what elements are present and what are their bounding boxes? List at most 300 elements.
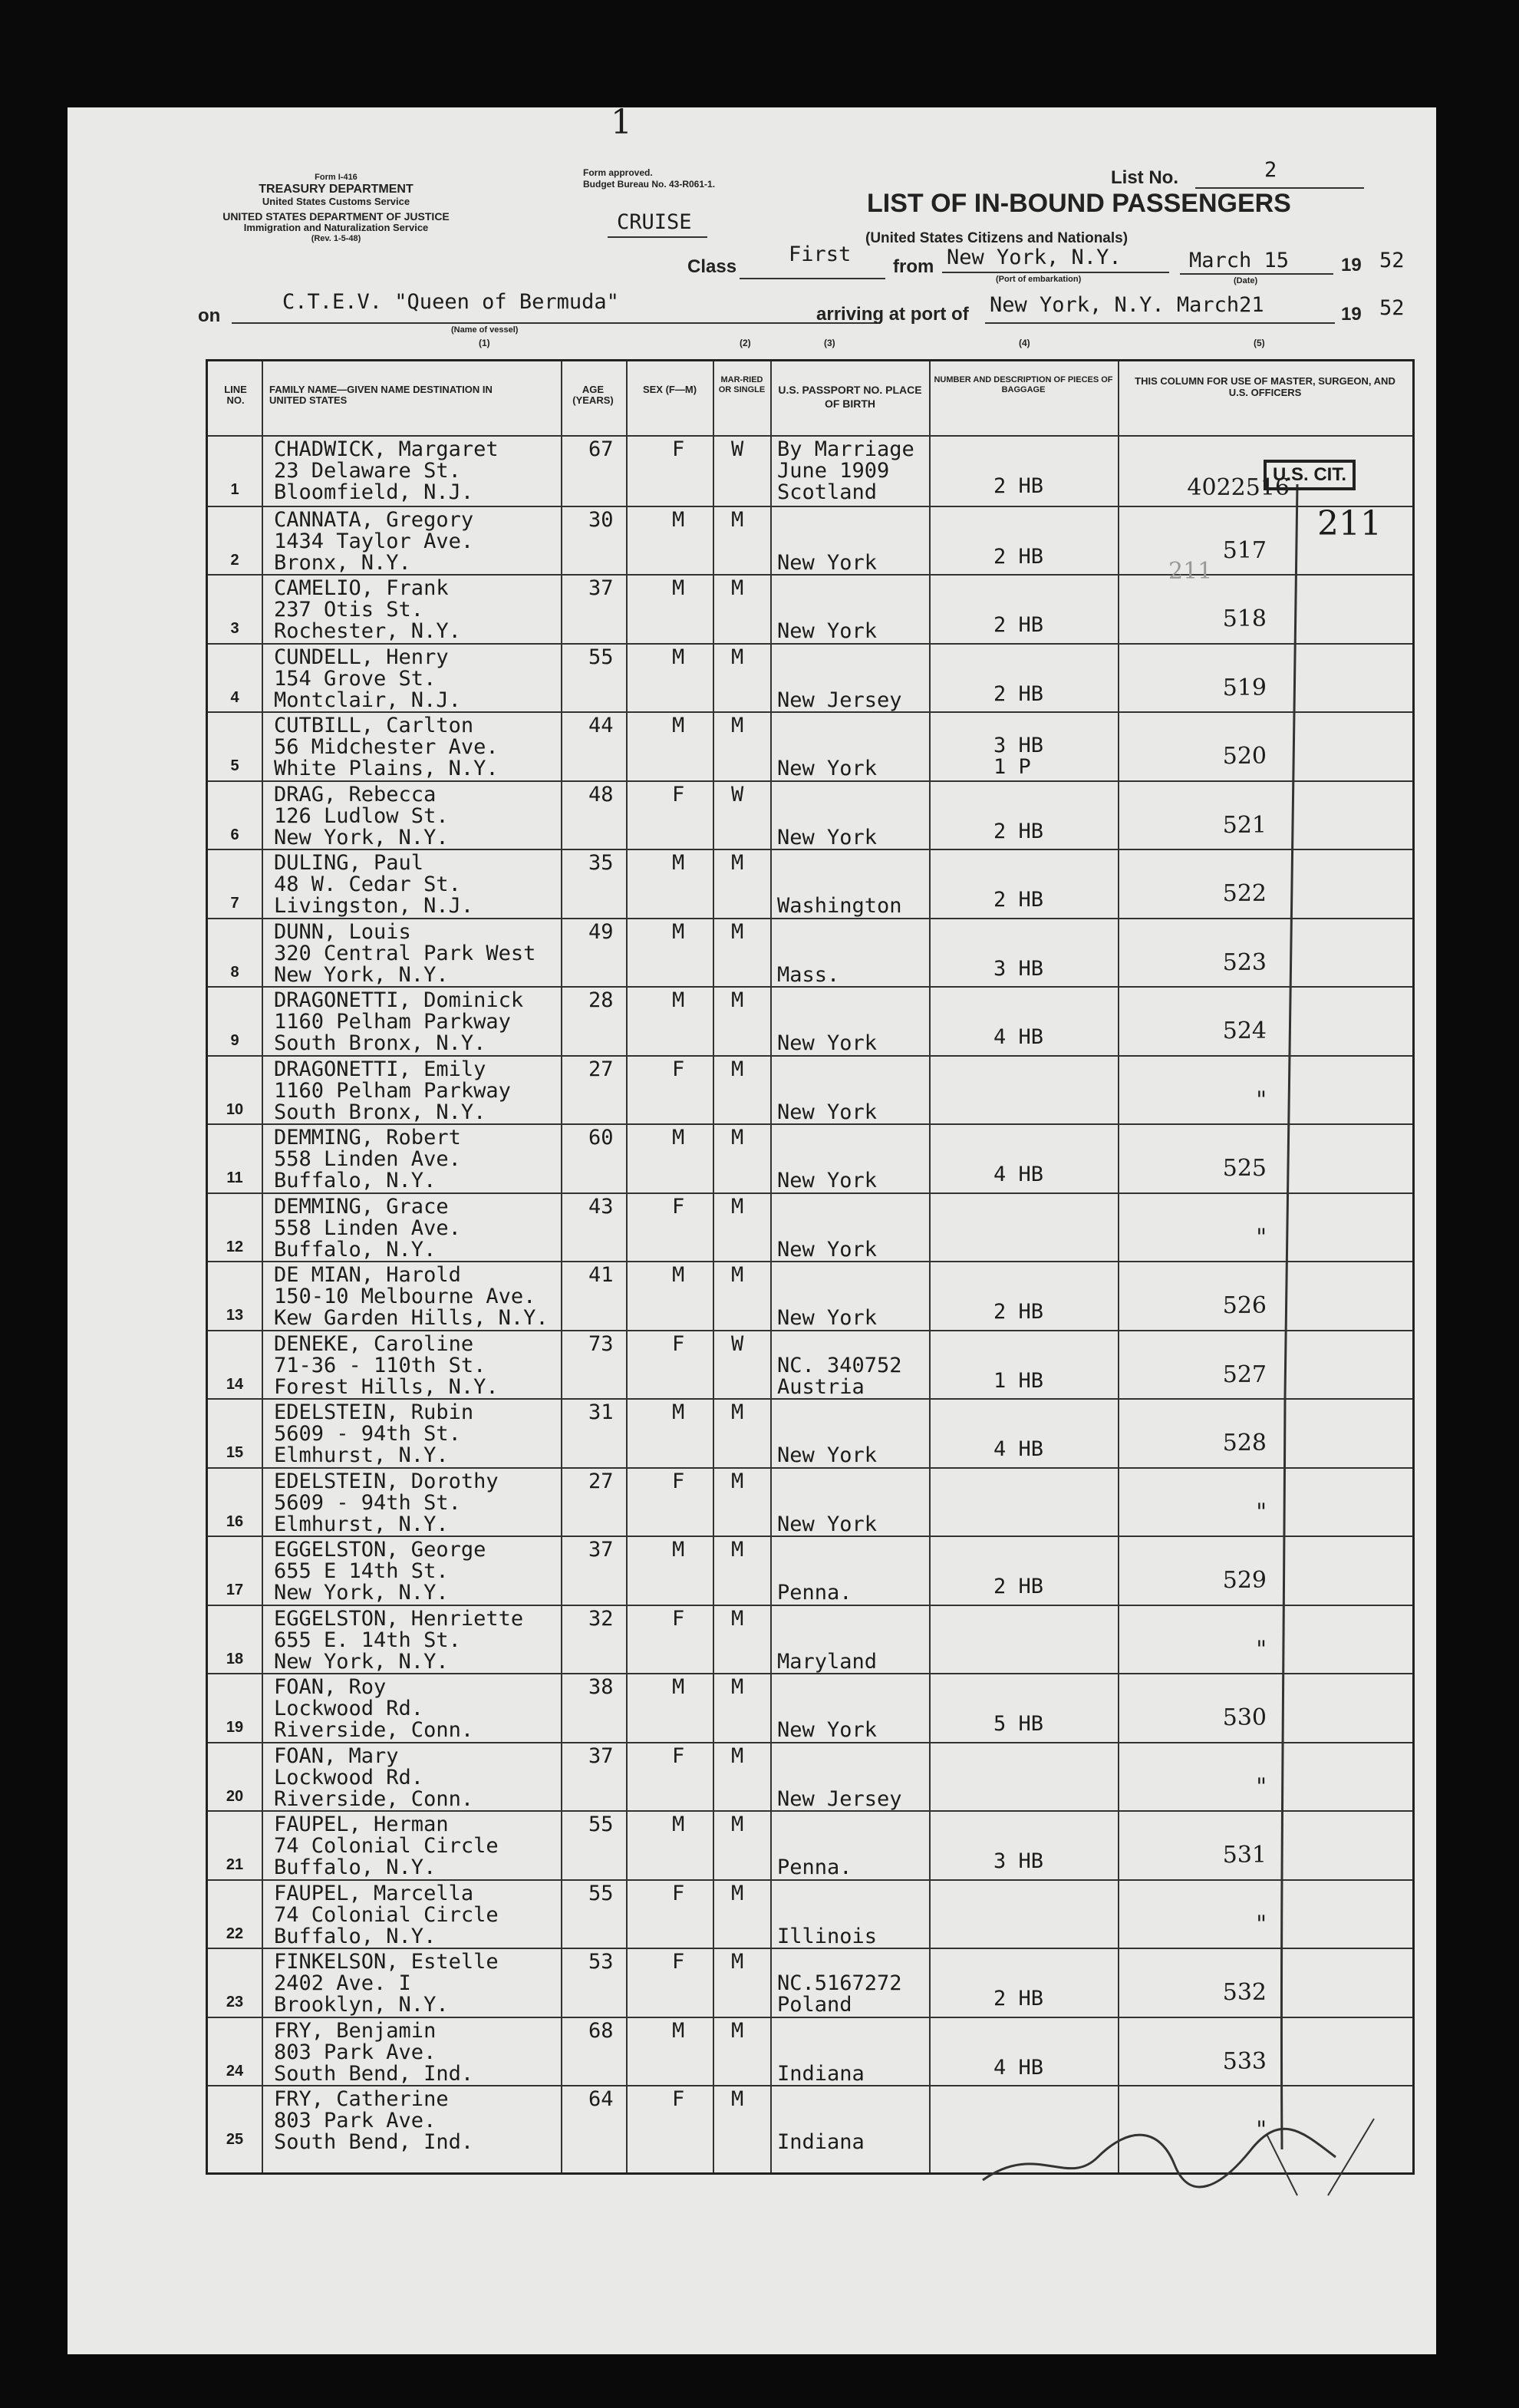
column-number-4: (4) xyxy=(1019,338,1030,348)
marital-status: M xyxy=(731,1469,744,1493)
baggage: 4 HB xyxy=(993,1437,1044,1461)
age: 37 xyxy=(588,1743,614,1768)
sex: M xyxy=(672,988,685,1012)
sex: M xyxy=(672,2018,685,2043)
passenger-name: DRAG, Rebecca xyxy=(274,782,437,807)
sex: M xyxy=(672,576,685,600)
line-number: 24 xyxy=(226,2062,244,2080)
table-row xyxy=(208,1605,1412,1675)
line-number: 4 xyxy=(230,688,239,706)
passenger-name: CANNATA, Gregory xyxy=(274,507,474,532)
place-of-birth: Poland xyxy=(777,1993,852,2017)
place-of-birth: Indiana xyxy=(777,2130,865,2154)
passenger-name: FRY, Catherine xyxy=(274,2087,449,2111)
table-row xyxy=(208,1192,1412,1263)
table-row xyxy=(208,1810,1412,1881)
table-row xyxy=(208,506,1412,576)
marital-status: M xyxy=(731,1057,744,1081)
table-row xyxy=(208,1398,1412,1469)
sex: F xyxy=(672,782,685,807)
table-row xyxy=(208,918,1412,988)
official-use-entry: 526 xyxy=(1222,1292,1267,1319)
address-city: Riverside, Conn. xyxy=(274,1718,474,1742)
baggage: 1 HB xyxy=(993,1368,1044,1393)
age: 38 xyxy=(588,1675,614,1699)
official-use-entry: " xyxy=(1256,1910,1267,1938)
official-use-entry: 523 xyxy=(1222,948,1267,976)
official-use-entry: " xyxy=(1256,1498,1267,1526)
age: 37 xyxy=(588,576,614,600)
date-caption: (Date) xyxy=(1234,276,1258,285)
column-number-3: (3) xyxy=(824,338,835,348)
column-number-2: (2) xyxy=(740,338,751,348)
age: 53 xyxy=(588,1950,614,1974)
marital-status: M xyxy=(731,1263,744,1287)
address-street: 48 W. Cedar St. xyxy=(274,872,461,896)
table-row xyxy=(208,1261,1412,1331)
place-of-birth: New York xyxy=(777,825,878,849)
baggage: 5 HB xyxy=(993,1712,1044,1736)
place-of-birth: Illinois xyxy=(777,1924,878,1948)
sex: M xyxy=(672,1538,685,1562)
line-number: 18 xyxy=(226,1650,244,1667)
official-use-entry: 519 xyxy=(1222,674,1267,701)
table-row xyxy=(208,1948,1412,2018)
line-number: 3 xyxy=(230,620,239,637)
marital-status: M xyxy=(731,1538,744,1562)
place-of-birth: Scotland xyxy=(777,480,878,504)
baggage: 2 HB xyxy=(993,613,1044,637)
baggage: 2 HB xyxy=(993,1987,1044,2011)
address-street: 655 E 14th St. xyxy=(274,1559,449,1583)
baggage: 2 HB xyxy=(993,1300,1044,1324)
official-use-entry: 4022516 xyxy=(1187,474,1290,501)
agency-customs: United States Customs Service xyxy=(262,196,410,207)
sex: M xyxy=(672,1675,685,1699)
line-number: 19 xyxy=(226,1719,244,1736)
handwritten-tick: 1 xyxy=(611,103,632,142)
list-number-value: 2 xyxy=(1264,158,1277,182)
official-use-entry: 528 xyxy=(1222,1430,1267,1456)
document-subtitle: (United States Citizens and Nationals) xyxy=(865,230,1129,246)
passenger-name: FAUPEL, Herman xyxy=(274,1813,449,1836)
embarkation-port: New York, N.Y. xyxy=(947,246,1122,269)
agency-justice: UNITED STATES DEPARTMENT OF JUSTICE xyxy=(222,210,450,223)
line-number: 2 xyxy=(230,551,239,569)
sex: M xyxy=(672,714,685,737)
line-number: 5 xyxy=(230,757,239,774)
age: 35 xyxy=(588,851,614,875)
place-of-birth: Penna. xyxy=(777,1855,852,1879)
place-of-birth: New Jersey xyxy=(777,1786,902,1811)
line-number: 10 xyxy=(226,1100,244,1118)
passenger-name: FRY, Benjamin xyxy=(274,2018,437,2043)
signature-stroke xyxy=(983,2129,1336,2187)
signature-flourish xyxy=(1267,2119,1374,2195)
sex: F xyxy=(672,1194,685,1219)
official-use-entry: 527 xyxy=(1222,1361,1267,1388)
address-street: 1160 Pelham Parkway xyxy=(274,1010,511,1034)
marital-status: M xyxy=(731,1126,744,1150)
line-number: 23 xyxy=(226,1994,244,2011)
official-use-entry: 525 xyxy=(1222,1155,1267,1182)
age: 37 xyxy=(588,1538,614,1562)
marital-status: M xyxy=(731,2018,744,2043)
address-city: Elmhurst, N.Y. xyxy=(274,1512,449,1536)
address-street: 803 Park Ave. xyxy=(274,2040,437,2064)
arriving-label: arriving at port of xyxy=(816,304,969,325)
budget-bureau-number: Budget Bureau No. 43-R061-1. xyxy=(583,179,716,190)
official-use-entry: " xyxy=(1256,1773,1267,1800)
address-street: 2402 Ave. I xyxy=(274,1971,411,1995)
citizen-stamp: U.S. CIT. xyxy=(1264,460,1356,490)
agency-treasury: TREASURY DEPARTMENT xyxy=(259,183,414,196)
table-row xyxy=(208,1467,1412,1538)
passenger-name: DUNN, Louis xyxy=(274,919,411,944)
arrival-year-prefix: 19 xyxy=(1341,304,1362,325)
sex: M xyxy=(672,1263,685,1287)
address-city: South Bronx, N.Y. xyxy=(274,1100,486,1124)
address-city: New York, N.Y. xyxy=(274,962,449,987)
agency-ins: Immigration and Naturalization Service xyxy=(243,222,429,233)
marital-status: M xyxy=(731,1400,744,1424)
address-street: 150-10 Melbourne Ave. xyxy=(274,1285,536,1308)
marital-status: W xyxy=(731,1331,744,1356)
passenger-name: CHADWICK, Margaret xyxy=(274,437,499,461)
passenger-name: DENEKE, Caroline xyxy=(274,1331,474,1356)
sex: F xyxy=(672,1743,685,1768)
age: 32 xyxy=(588,1606,614,1631)
address-city: Forest Hills, N.Y. xyxy=(274,1374,499,1399)
passenger-name: FOAN, Roy xyxy=(274,1675,387,1699)
address-street: 23 Delaware St. xyxy=(274,459,461,483)
line-number: 1 xyxy=(230,481,239,498)
marital-status: M xyxy=(731,1881,744,1905)
address-street: 1434 Taylor Ave. xyxy=(274,529,474,553)
age: 27 xyxy=(588,1469,614,1493)
line-number: 6 xyxy=(230,826,239,843)
table-row xyxy=(208,643,1412,714)
class-value: First xyxy=(789,242,852,266)
sex: M xyxy=(672,919,685,944)
line-number: 25 xyxy=(226,2131,244,2148)
passenger-table xyxy=(206,359,1415,2175)
sex: F xyxy=(672,1950,685,1974)
baggage: 2 HB xyxy=(993,544,1044,569)
address-street: 126 Ludlow St. xyxy=(274,803,449,828)
class-underline xyxy=(740,278,885,279)
vessel-caption: (Name of vessel) xyxy=(451,325,519,335)
address-city: White Plains, N.Y. xyxy=(274,757,499,780)
passenger-name: EDELSTEIN, Rubin xyxy=(274,1400,474,1424)
sex: M xyxy=(672,507,685,532)
table-row xyxy=(208,986,1412,1057)
sex: F xyxy=(672,1331,685,1356)
marital-status: M xyxy=(731,1743,744,1768)
address-city: South Bend, Ind. xyxy=(274,2130,474,2154)
passenger-name: FINKELSON, Estelle xyxy=(274,1950,499,1974)
address-street: 74 Colonial Circle xyxy=(274,1834,499,1858)
col-header-sex: SEX (F—M) xyxy=(642,384,697,395)
passenger-name: DEMMING, Grace xyxy=(274,1194,449,1219)
sex: M xyxy=(672,1400,685,1424)
column-number-1: (1) xyxy=(479,338,490,348)
address-street: 154 Grove St. xyxy=(274,666,437,691)
address-city: Kew Garden Hills, N.Y. xyxy=(274,1306,549,1330)
address-city: New York, N.Y. xyxy=(274,1649,449,1674)
vessel-underline xyxy=(232,322,881,324)
passenger-name: DRAGONETTI, Emily xyxy=(274,1057,486,1081)
official-use-entry: 530 xyxy=(1222,1704,1267,1731)
approval-block xyxy=(583,167,715,190)
cruise-label: CRUISE xyxy=(617,210,692,234)
departure-date: March 15 xyxy=(1189,249,1290,272)
age: 28 xyxy=(588,988,614,1012)
age: 31 xyxy=(588,1400,614,1424)
line-number: 13 xyxy=(226,1307,244,1324)
place-of-birth: New York xyxy=(777,1718,878,1742)
marital-status: W xyxy=(731,437,744,461)
table-row xyxy=(208,2017,1412,2087)
line-number: 22 xyxy=(226,1925,244,1942)
baggage: 4 HB xyxy=(993,1025,1044,1049)
age: 64 xyxy=(588,2087,614,2111)
marital-status: M xyxy=(731,851,744,875)
table-row xyxy=(208,849,1412,919)
age: 30 xyxy=(588,507,614,532)
departure-year: 52 xyxy=(1379,249,1405,272)
place-of-birth: New York xyxy=(777,1512,878,1536)
address-street: 655 E. 14th St. xyxy=(274,1628,461,1652)
col-header-age: AGE (YEARS) xyxy=(572,384,614,406)
official-use-entry: 531 xyxy=(1222,1842,1267,1869)
place-of-birth: New York xyxy=(777,619,878,643)
address-street: 1160 Pelham Parkway xyxy=(274,1078,511,1103)
approval-text: Form approved. xyxy=(583,167,653,178)
line-number: 12 xyxy=(226,1238,244,1255)
faint-page-mark: 211 xyxy=(1168,558,1213,585)
address-street: 558 Linden Ave. xyxy=(274,1216,461,1240)
official-use-entry: 521 xyxy=(1222,811,1267,839)
marital-status: M xyxy=(731,2087,744,2111)
passenger-name: DEMMING, Robert xyxy=(274,1126,461,1150)
line-number: 20 xyxy=(226,1787,244,1805)
address-city: Montclair, N.J. xyxy=(274,688,461,712)
passenger-name: EDELSTEIN, Dorothy xyxy=(274,1469,499,1493)
address-street: Lockwood Rd. xyxy=(274,1765,424,1790)
line-number: 7 xyxy=(230,895,239,912)
address-city: Riverside, Conn. xyxy=(274,1786,474,1811)
marital-status: M xyxy=(731,1194,744,1219)
sex: F xyxy=(672,2087,685,2111)
age: 68 xyxy=(588,2018,614,2043)
official-use-entry: 529 xyxy=(1222,1567,1267,1594)
sex: F xyxy=(672,437,685,461)
official-use-entry: 518 xyxy=(1222,605,1267,632)
official-use-entry: 533 xyxy=(1222,2047,1267,2075)
marital-status: M xyxy=(731,714,744,737)
passenger-name: DRAGONETTI, Dominick xyxy=(274,988,524,1012)
line-number: 15 xyxy=(226,1444,244,1461)
table-row xyxy=(208,1742,1412,1813)
column-number-5: (5) xyxy=(1254,338,1265,348)
address-city: Livingston, N.J. xyxy=(274,894,474,918)
from-label: from xyxy=(893,256,934,277)
address-city: South Bronx, N.Y. xyxy=(274,1031,486,1055)
baggage: 3 HB xyxy=(993,956,1044,981)
passenger-name: CUTBILL, Carlton xyxy=(274,714,474,737)
line-number: 21 xyxy=(226,1856,244,1873)
address-city: Brooklyn, N.Y. xyxy=(274,1993,449,2017)
margin-pen-stroke xyxy=(1281,484,1297,2149)
place-of-birth: Indiana xyxy=(777,2061,865,2086)
embarkation-caption: (Port of embarkation) xyxy=(996,275,1082,284)
place-of-birth: Penna. xyxy=(777,1581,852,1605)
address-street: 558 Linden Ave. xyxy=(274,1147,461,1171)
address-street: 56 Midchester Ave. xyxy=(274,735,499,759)
line-number: 11 xyxy=(226,1169,243,1186)
sex: M xyxy=(672,645,685,669)
vessel-name: C.T.E.V. "Queen of Bermuda" xyxy=(282,290,619,314)
on-label: on xyxy=(198,305,221,326)
address-city: Elmhurst, N.Y. xyxy=(274,1443,449,1467)
form-agency-block xyxy=(213,172,459,244)
passenger-name: DULING, Paul xyxy=(274,851,424,875)
place-of-birth: New York xyxy=(777,1031,878,1055)
passenger-name: EGGELSTON, Henriette xyxy=(274,1606,524,1631)
official-use-entry: " xyxy=(1256,1086,1267,1113)
official-use-entry: " xyxy=(1256,2116,1267,2143)
age: 55 xyxy=(588,1813,614,1836)
address-city: Buffalo, N.Y. xyxy=(274,1924,437,1948)
age: 55 xyxy=(588,645,614,669)
departure-year-prefix: 19 xyxy=(1341,255,1362,275)
baggage: 3 HB xyxy=(993,734,1044,757)
line-number: 16 xyxy=(226,1512,244,1530)
form-revision: (Rev. 1-5-48) xyxy=(311,234,361,243)
class-label: Class xyxy=(687,256,737,277)
marital-status: W xyxy=(731,782,744,807)
place-of-birth: New York xyxy=(777,1443,878,1467)
page-reference-mark: 211 xyxy=(1317,504,1382,543)
address-city: Bloomfield, N.J. xyxy=(274,480,474,504)
place-of-birth: NC.5167272 xyxy=(777,1971,902,1995)
departure-date-underline xyxy=(1180,273,1333,275)
sex: M xyxy=(672,1813,685,1836)
place-of-birth: By Marriage xyxy=(777,437,914,461)
official-use-entry: 517 xyxy=(1222,536,1267,564)
baggage: 3 HB xyxy=(993,1849,1044,1873)
marital-status: M xyxy=(731,576,744,600)
passenger-name: FAUPEL, Marcella xyxy=(274,1881,474,1905)
place-of-birth: Mass. xyxy=(777,962,840,987)
baggage: 2 HB xyxy=(993,888,1044,912)
arrival-port-date: New York, N.Y. March21 xyxy=(990,293,1264,317)
marital-status: M xyxy=(731,1675,744,1699)
address-city: Buffalo, N.Y. xyxy=(274,1855,437,1879)
col-header-married: MAR-RIED OR SINGLE xyxy=(718,375,766,394)
address-city: New York, N.Y. xyxy=(274,1581,449,1605)
address-city: South Bend, Ind. xyxy=(274,2061,474,2086)
col-header-passport: U.S. PASSPORT NO. PLACE OF BIRTH xyxy=(778,384,922,410)
place-of-birth: New York xyxy=(777,1169,878,1192)
baggage: 2 HB xyxy=(993,1575,1044,1598)
place-of-birth: Washington xyxy=(777,894,902,918)
sex: M xyxy=(672,851,685,875)
address-street: 237 Otis St. xyxy=(274,598,424,622)
baggage: 1 P xyxy=(993,755,1031,779)
table-row xyxy=(208,711,1412,782)
table-row xyxy=(208,1055,1412,1126)
line-number: 17 xyxy=(226,1582,244,1598)
place-of-birth: New York xyxy=(777,1306,878,1330)
arrival-underline xyxy=(985,322,1335,324)
place-of-birth: New York xyxy=(777,757,878,780)
table-row xyxy=(208,437,1412,506)
official-use-entry: 522 xyxy=(1222,880,1267,907)
official-use-entry: 532 xyxy=(1222,1979,1267,2006)
place-of-birth: New York xyxy=(777,1100,878,1124)
official-use-entry: " xyxy=(1256,1635,1267,1663)
sex: F xyxy=(672,1881,685,1905)
embarkation-underline xyxy=(942,272,1169,273)
table-row xyxy=(208,1879,1412,1950)
age: 55 xyxy=(588,1881,614,1905)
marital-status: M xyxy=(731,507,744,532)
baggage: 2 HB xyxy=(993,819,1044,843)
sex: F xyxy=(672,1469,685,1493)
age: 60 xyxy=(588,1126,614,1150)
place-of-birth: June 1909 xyxy=(777,459,890,483)
age: 27 xyxy=(588,1057,614,1081)
address-city: Buffalo, N.Y. xyxy=(274,1169,437,1192)
baggage: 4 HB xyxy=(993,2055,1044,2080)
age: 41 xyxy=(588,1263,614,1287)
place-of-birth: Austria xyxy=(777,1374,865,1399)
passenger-name: CUNDELL, Henry xyxy=(274,645,449,669)
baggage: 2 HB xyxy=(993,681,1044,706)
sex: F xyxy=(672,1057,685,1081)
address-street: 803 Park Ave. xyxy=(274,2109,437,2133)
line-number: 9 xyxy=(230,1032,239,1049)
place-of-birth: New York xyxy=(777,550,878,575)
passenger-name: CAMELIO, Frank xyxy=(274,576,449,600)
signature-scrawl xyxy=(975,2111,1405,2203)
place-of-birth: NC. 340752 xyxy=(777,1353,902,1377)
place-of-birth: New Jersey xyxy=(777,688,902,712)
baggage: 4 HB xyxy=(993,1163,1044,1186)
place-of-birth: New York xyxy=(777,1237,878,1262)
baggage: 2 HB xyxy=(993,474,1044,498)
place-of-birth: Maryland xyxy=(777,1649,878,1674)
marital-status: M xyxy=(731,1950,744,1974)
arrival-year: 52 xyxy=(1379,296,1405,320)
address-street: 320 Central Park West xyxy=(274,941,536,965)
marital-status: M xyxy=(731,988,744,1012)
marital-status: M xyxy=(731,645,744,669)
address-city: Buffalo, N.Y. xyxy=(274,1237,437,1262)
col-header-officers: THIS COLUMN FOR USE OF MASTER, SURGEON, AND U.S. OFFICERS xyxy=(1135,375,1395,398)
cruise-underline xyxy=(608,236,707,238)
age: 67 xyxy=(588,437,614,461)
col-header-name: FAMILY NAME—GIVEN NAME DESTINATION IN UNITED STATES xyxy=(269,384,493,406)
table-row xyxy=(208,1673,1412,1743)
official-use-entry: " xyxy=(1256,1223,1267,1251)
age: 49 xyxy=(588,919,614,944)
passenger-name: DE MIAN, Harold xyxy=(274,1263,461,1287)
sex: F xyxy=(672,1606,685,1631)
address-street: 5609 - 94th St. xyxy=(274,1422,461,1446)
